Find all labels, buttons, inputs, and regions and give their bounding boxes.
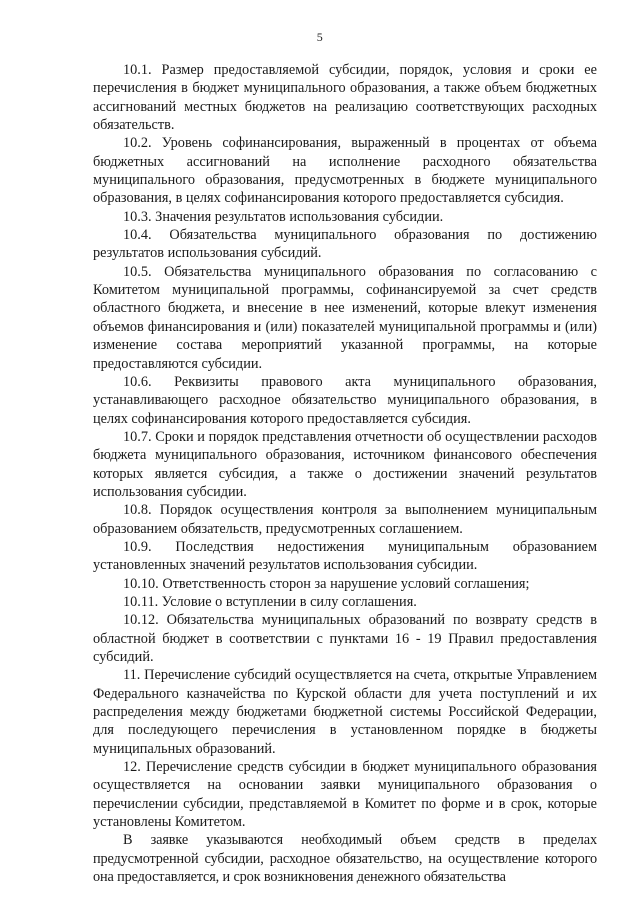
paragraph-10-5: 10.5. Обязательства муниципального образования по согласованию с Комитетом муниципальной программы, софинансируемой за счет средств областного бюджета, и внесение в нее изменений, которые влекут изменения объемов финансирования и (или) показателей муниципальной программы и (или) изменение состава мероприятий указанной программы, на которые предоставляются субсидии. xyxy=(93,263,597,372)
paragraph-10-1: 10.1. Размер предоставляемой субсидии, порядок, условия и сроки ее перечисления в бюджет муниципального образования, а также объем бюджетных ассигнований местных бюджетов на реализацию соответствующих расходных обязательств. xyxy=(93,62,597,134)
document-body xyxy=(93,61,597,886)
paragraph-12-application: В заявке указываются необходимый объем средств в пределах предусмотренной субсидии, расходное обязательство, на осуществление которого она предоставляется, и срок возникновения денежного обязательства xyxy=(93,832,597,886)
paragraph-10-3: 10.3. Значения результатов использования субсидии. xyxy=(123,208,444,225)
paragraph-10-12: 10.12. Обязательства муниципальных образований по возврату средств в областной бюджет в соответствии с пунктами 16 - 19 Правил предоставления субсидий. xyxy=(93,612,597,665)
paragraph-10-11: 10.11. Условие о вступлении в силу соглашения. xyxy=(123,593,417,610)
paragraph-11: 11. Перечисление субсидий осуществляется на счета, открытые Управлением Федерального казначейства по Курской области для учета поступлений и их распределения между бюджетами бюджетной системы Российской Федерации, для последующего перечисления в установленном порядке в бюджеты муниципальных образований. xyxy=(93,667,597,757)
paragraph-10-8: 10.8. Порядок осуществления контроля за выполнением муниципальным образованием обязательств, предусмотренных соглашением. xyxy=(93,502,597,537)
paragraph-12: 12. Перечисление средств субсидии в бюджет муниципального образования осуществляется на основании заявки муниципального образования о перечислении субсидии, представляемой в Комитет по форме и в срок, которые установлены Комитетом. xyxy=(93,759,597,831)
paragraph-10-7: 10.7. Сроки и порядок представления отчетности об осуществлении расходов бюджета муниципального образования, источником финансового обеспечения которых является субсидия, а также о достижении значений результатов использования субсидии. xyxy=(93,428,597,500)
paragraph-10-10: 10.10. Ответственность сторон за нарушение условий соглашения; xyxy=(123,575,530,592)
paragraph-10-4: 10.4. Обязательства муниципального образования по достижению результатов использования субсидий. xyxy=(93,227,597,262)
paragraph-10-6: 10.6. Реквизиты правового акта муниципального образования, устанавливающего расходное обязательство муниципального образования, в целях софинансирования которого предоставляется субсидия. xyxy=(93,373,597,427)
paragraph-10-9: 10.9. Последствия недостижения муниципальным образованием установленных значений результатов использования субсидии. xyxy=(93,538,597,574)
paragraph-10-2: 10.2. Уровень софинансирования, выраженный в процентах от объема бюджетных ассигнований на исполнение расходного обязательства муниципального образования, предусмотренных в бюджете муниципального образования, в целях софинансирования которого предоставляется субсидия. xyxy=(93,135,597,207)
page-number: 5 xyxy=(316,30,324,44)
